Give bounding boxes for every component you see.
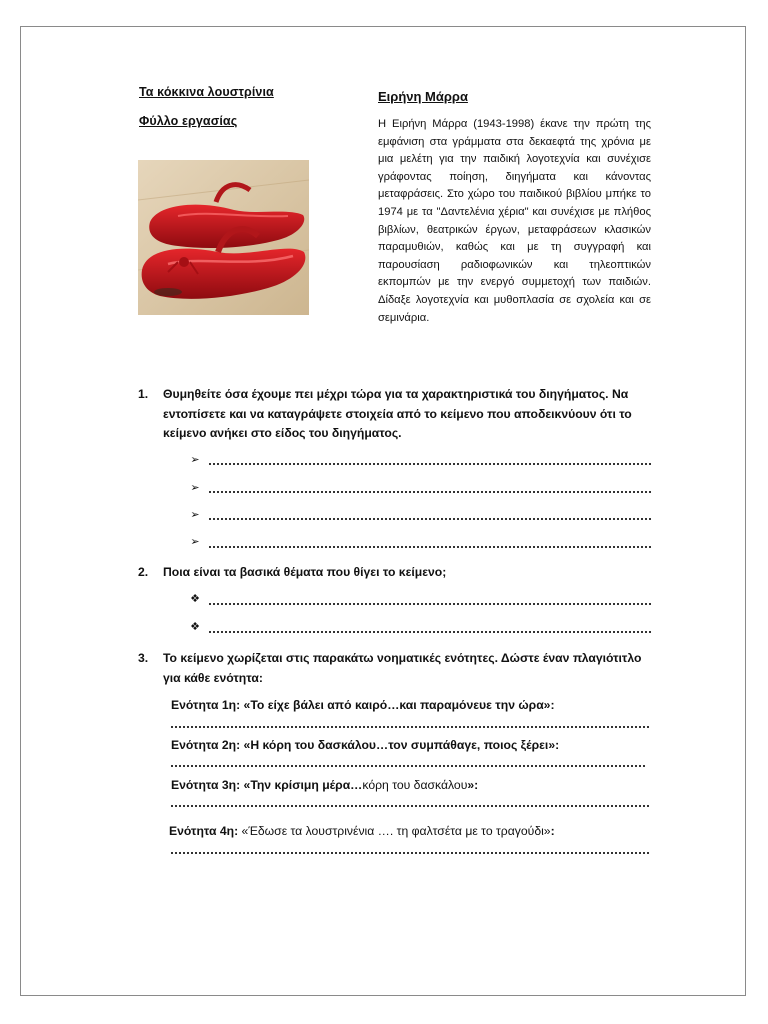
answer-line-unit-2[interactable] — [171, 765, 645, 767]
answer-line-1b[interactable] — [209, 491, 651, 493]
unit-1-title: Ενότητα 1η: «Το είχε βάλει από καιρό…και παραμόνευε την ώρα»: — [171, 698, 555, 712]
question-3-number: 3. — [138, 651, 149, 665]
question-3-text: Το κείμενο χωρίζεται στις παρακάτω νοηματικές ενότητες. Δώστε έναν πλαγιότιτλο για κάθε ενότητα: — [163, 651, 642, 685]
question-2-number: 2. — [138, 565, 149, 579]
arrowhead-bullet-icon: ➢ — [190, 482, 200, 494]
red-shoes-photo — [138, 160, 309, 315]
question-1-text: Θυμηθείτε όσα έχουμε πει μέχρι τώρα για τα χαρακτηριστικά του διηγήματος. Να εντοπίσετε και να καταγράψετε στοιχεία από το κείμενο που αποδεικνύουν ότι το κείμενο ανήκει στο είδος του διηγήματος. — [163, 387, 632, 440]
question-1-number: 1. — [138, 387, 149, 401]
unit-4-title: Ενότητα 4η: — [169, 824, 242, 838]
question-2-text: Ποια είναι τα βασικά θέματα που θίγει το κείμενο; — [163, 565, 447, 579]
unit-4-plain: «Έδωσε τα λουστρινένια …. τη φαλτσέτα με το τραγούδι» — [241, 824, 551, 838]
answer-line-unit-4[interactable] — [171, 852, 649, 854]
answer-line-unit-3[interactable] — [171, 805, 649, 807]
answer-line-1d[interactable] — [209, 546, 651, 548]
author-name: Ειρήνη Μάρρα — [378, 89, 468, 104]
answer-line-unit-1[interactable] — [171, 726, 649, 728]
unit-4-tail: : — [550, 824, 555, 838]
answer-line-2b[interactable] — [209, 631, 651, 633]
diamond-bullet-icon: ❖ — [190, 593, 200, 605]
arrowhead-bullet-icon: ➢ — [190, 509, 200, 521]
author-bio: Η Ειρήνη Μάρρα (1943-1998) έκανε την πρώτη της εμφάνιση στα γράμματα στα δεκαεφτά της χρόνια με μια μελέτη για την παιδική λογοτεχνία και συνέχισε γράφοντας ποίηση, διηγήματα και κάνοντας μεταφράσεις. Στο χώρο του παιδικού βιβλίου μπήκε το 1974 με τα "Δαντελένια χέρια" και συνέχισε με πλήθος βιβλίων, θεατρικών έργων, μεταφράσεων κλασικών παραμυθιών, καθώς και με τη συγγραφή και παρουσίαση ραδιοφωνικών και τηλεοπτικών εκπομπών με την ενεργό συμμετοχή των παιδιών. Δίδαξε λογοτεχνία και μυθοπλασία σε σχολεία και σε σεμινάρια. — [378, 118, 651, 324]
unit-4-label — [169, 824, 555, 838]
unit-2-title: Ενότητα 2η: «Η κόρη του δασκάλου…τον συμπάθαγε, ποιος ξέρει»: — [171, 738, 560, 752]
answer-line-1c[interactable] — [209, 518, 651, 520]
arrowhead-bullet-icon: ➢ — [190, 454, 200, 466]
unit-1-label — [171, 698, 555, 712]
worksheet-subtitle: Φύλλο εργασίας — [139, 114, 238, 128]
arrowhead-bullet-icon: ➢ — [190, 536, 200, 548]
diamond-bullet-icon: ❖ — [190, 621, 200, 633]
unit-3-tail: »: — [467, 778, 479, 792]
unit-3-title: Ενότητα 3η: «Την κρίσιμη μέρα… — [171, 778, 363, 792]
unit-3-label — [171, 778, 478, 792]
answer-line-2a[interactable] — [209, 603, 651, 605]
answer-line-1a[interactable] — [209, 463, 651, 465]
worksheet-title: Τα κόκκινα λουστρίνια — [139, 85, 274, 99]
unit-2-label — [171, 738, 559, 752]
unit-3-plain: κόρη του δασκάλου — [362, 778, 468, 792]
